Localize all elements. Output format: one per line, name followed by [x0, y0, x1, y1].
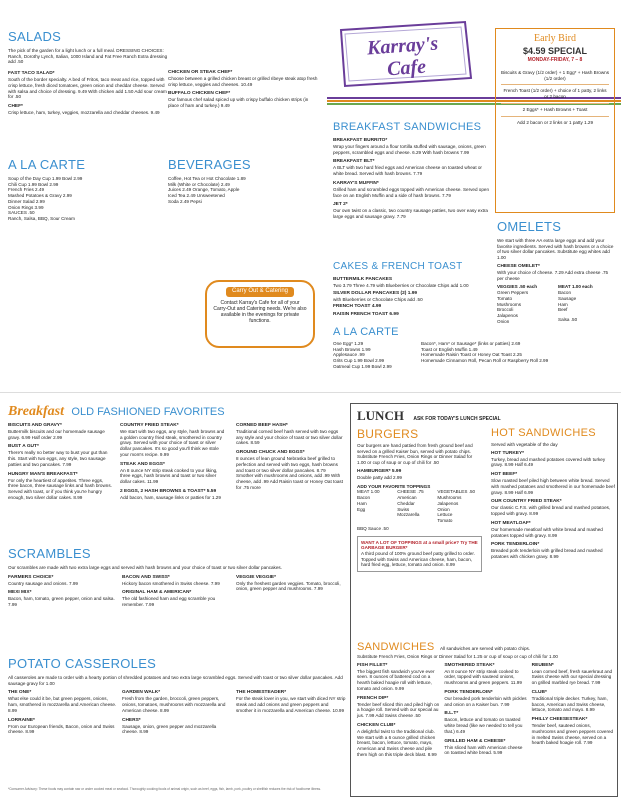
- item-name: STEAK AND EGGS*: [120, 461, 165, 467]
- menu-item: [8, 590, 118, 607]
- menu-item: [357, 723, 440, 758]
- carryout-text: Contact Karray's Cafe for all of your Carry-Out and Catering needs. We're also available in the evenings for private functions.: [213, 299, 307, 325]
- veggie: Tomato: [497, 295, 513, 301]
- item-name: FAST TACO SALAD*: [8, 71, 55, 77]
- item-name: THE ONE*: [8, 690, 32, 696]
- topping-head: VEGETABLES .50: [437, 489, 476, 495]
- salsa: Salsa .50: [558, 317, 578, 323]
- beverage-line: Soda 2.49 Pepsi: [168, 198, 202, 204]
- menu-item: [333, 291, 491, 303]
- potato-grid: [8, 690, 346, 739]
- early-bird-option: Add 2 bacon or 2 links or 1 patty 1.29: [516, 119, 594, 125]
- sandwiches-grid: [357, 663, 615, 762]
- double-patty: Double patty add 2.99: [357, 474, 402, 480]
- item-name: PHILLY CHEESESTEAK*: [531, 717, 588, 723]
- topping: Mozzarella: [397, 512, 420, 518]
- menu-item: [236, 450, 344, 490]
- item-desc: Our breaded pork tenderloin with pickles and onion on a Kaiser bun. 7.99: [444, 695, 527, 707]
- alacarte-mid-section: [333, 327, 618, 370]
- meat: Sausage: [558, 295, 577, 301]
- alacarte-mid-columns: [333, 341, 618, 370]
- sandwiches-sub: Substitute French Fries, Onion Rings or Dinner Salad for 1.25 or cup of soup or cup of chili for 1.00: [357, 654, 558, 659]
- item-name: CHICKEN OR STEAK CHEF*: [168, 70, 233, 75]
- item-name: THE HOMESTEADER*: [236, 690, 287, 696]
- menu-item: [444, 739, 527, 756]
- topping-head: MEAT 1.00: [357, 489, 380, 495]
- omelet-options: [497, 284, 615, 324]
- menu-item: [122, 590, 232, 607]
- salads-section-right: [168, 70, 318, 113]
- item-desc: With your choice of cheese. 7.29 Add extra cheese .75 per cheese: [497, 269, 609, 281]
- item-name: BUTTERMILK PANCAKES: [333, 277, 393, 282]
- item-desc: Bacon, lettuce and tomato on toasted white bread (like we needed to tell you that.) 6.49: [444, 717, 523, 734]
- alacarte-line: Hash Browns 1.99: [333, 346, 371, 352]
- item-desc: From our European friends, Bacon, onion and Swiss cheese. 8.99: [8, 723, 115, 735]
- item-name: B.L.T*: [444, 711, 459, 717]
- item-desc: Our homemade meatloaf with white bread and mashed potatoes topped with gravy. 8.99: [491, 526, 603, 538]
- early-bird-option: 2 Eggs* + Hash Browns + Toast: [501, 104, 609, 117]
- item-name: COUNTRY FRIED STEAK*: [120, 423, 179, 428]
- menu-item: [491, 499, 615, 516]
- item-desc: South of the border specialty. A bed of Fritos, taco meat and rice, topped with crisp lettuce, fresh diced tomatoes, green onion and cheddar cheese. Served with salsa and choice of dressing. 9.49 With chicken add 1.50 Add sour cream for .50: [8, 77, 167, 100]
- menu-item: [444, 690, 527, 707]
- item-name: ORIGINAL HAM & AMERICAN*: [122, 590, 192, 596]
- beverages-title: BEVERAGES: [168, 157, 251, 172]
- breakfast-sandwiches-section: [333, 122, 491, 224]
- toppings-veg: [437, 489, 482, 523]
- alacarte-line: Oatmeal Cup 1.99 Bowl 2.99: [333, 363, 392, 369]
- scrambles-col: [236, 575, 346, 612]
- sandwich-col: [532, 663, 615, 762]
- item-name: REUBEN*: [531, 662, 554, 668]
- veggie: Mushrooms: [497, 301, 521, 307]
- early-bird-title: Early Bird: [534, 33, 576, 44]
- item-desc: Grilled ham and scrambled eggs topped with American cheese. Served open face on an English Muffin and a side of hash browns. 7.79: [333, 186, 490, 198]
- item-desc: Tender beef, sauteed onions, mushrooms and green peppers covered in melted Swiss cheese, served on a hearth baked hoagie roll. 7.99: [531, 723, 614, 746]
- item-name: CHICKEN CLUB*: [357, 722, 396, 728]
- menu-item: [120, 462, 228, 485]
- early-bird-option: French Toast (1/2 order) + choice of 1 patty, 2 links or 2 bacon: [501, 85, 609, 103]
- item-name: BACON AND SWISS*: [122, 574, 170, 580]
- omelets-title: OMELETS: [497, 219, 562, 234]
- alacarte-line: Chili Cup 1.99 Bowl 2.99: [8, 181, 59, 187]
- menu-item: [333, 202, 491, 219]
- menu-item: [333, 138, 491, 155]
- menu-item: [8, 423, 113, 440]
- menu-item: [8, 690, 118, 713]
- item-name: BREAKFAST BURRITO*: [333, 138, 388, 143]
- beverage-line: Iced Tea 2.49 Unsweetened: [168, 193, 225, 199]
- garbage-burger-box: [357, 536, 482, 573]
- menu-item: [8, 444, 113, 467]
- item-name: HOT BEEF*: [491, 472, 518, 478]
- old-fav-col3: [236, 423, 344, 495]
- item-name: BISCUITS AND GRAVY*: [8, 423, 62, 428]
- item-desc: For the steak lover in you, we start with diced NY strip steak and add onions and green peppers and smother it in mozzarella and American cheese. 10.99: [236, 696, 346, 713]
- veggie-head: VEGGIES .50 each: [497, 284, 538, 290]
- meat: Beef: [558, 307, 568, 313]
- item-desc: Turkey, bread and mashed potatoes covered with turkey gravy. 8.99 Half 6.49: [491, 456, 606, 468]
- consumer-advisory: *Consumer Advisory: These foods may contain raw or under cooked meat or seafood. Thoroughly cooking foods of animal origin, such as beef, eggs, fish, lamb, pork, poultry or shellfish reduces the risk of foodborne illness.: [8, 787, 321, 791]
- bbq-sauce: BBQ Sauce .50: [357, 525, 389, 531]
- alacarte-mid-right: [421, 341, 611, 370]
- menu-item: [444, 663, 527, 686]
- item-desc: A delightful twist to the traditional club. We start with a 6 ounce grilled chicken breast, bacon, lettuce, tomato, mayo, American and Swiss cheese and pile them high on this triple deck blast. 8.99: [357, 728, 437, 757]
- item-name: FISH FILLET*: [357, 662, 388, 668]
- alacarte-mid-left: [333, 341, 413, 370]
- veggie: Jalapenos: [497, 313, 518, 319]
- menu-item: [444, 711, 527, 734]
- item-name: VEGGIE VEGGIE*: [236, 574, 276, 580]
- item-name: PORK TENDERLOIN*: [491, 542, 540, 548]
- scrambles-intro: Our scrambles are made with two extra large eggs and served with hash browns and your choice of toast or two silver dollar pancakes.: [8, 565, 282, 570]
- item-name: SILVER DOLLAR PANCAKES (2) 1.99: [333, 290, 418, 296]
- item-name: FRENCH DIP*: [357, 695, 389, 701]
- item-desc: Add bacon, ham, sausage links or patties for 1.29: [120, 494, 221, 500]
- alacarte-top-section: [8, 158, 158, 222]
- toppings-head: ADD YOUR FAVORITE TOPPINGS: [357, 483, 431, 489]
- item-desc: For only the heartiest of appetites. Three eggs, three bacon, three sausage links and hash browns. Served with toast, or if you think you're hungry enough, two silver dollar cakes. 8.99: [8, 477, 112, 500]
- item-desc: Slow roasted beef piled high between white bread. Served with mashed potatoes and smothered in our homemade beef gravy. 8.99 Half 6.99: [491, 478, 615, 495]
- alacarte-line: Homemade Cinnamon Roll, Pecan Roll or Raspberry Roll 2.99: [421, 358, 549, 364]
- scrambles-section: [8, 547, 346, 612]
- topping: Cheddar: [397, 500, 415, 506]
- alacarte-line: Homemade Raisin Toast or Honey Oat Toast 2.25: [421, 352, 522, 358]
- menu-item: [357, 663, 440, 692]
- menu-item: [532, 663, 615, 686]
- item-name: PORK TENDERLOIN*: [444, 689, 493, 695]
- item-name: HOT TURKEY*: [491, 450, 525, 456]
- garbage-burger-title: WANT A LOT OF TOPPINGS at a small price? Try THE GARBAGE BURGER*: [361, 539, 478, 551]
- cakes-section: [333, 262, 491, 318]
- menu-page-top: [0, 0, 621, 393]
- item-name: CHEESE OMELET*: [497, 263, 540, 269]
- menu-item: [532, 690, 615, 713]
- item-desc: The biggest fish sandwich you've ever seen. 8 ounces of battered cod on a hearth baked hoagie roll with lettuce, tomato and onion. 9.99: [357, 668, 435, 691]
- sandwiches-note: All sandwiches are served with potato chips.: [439, 646, 531, 651]
- menu-item: [122, 718, 232, 735]
- item-desc: Two 3.79 Three 4.79 with Blueberries or Chocolate Chips add 1.00: [333, 282, 469, 288]
- cakes-title: CAKES & FRENCH TOAST: [333, 261, 463, 272]
- item-desc: Our classic C.F.S. with grilled bread and mashed potatoes, topped with gravy. 8.99: [491, 505, 611, 517]
- meat: Ham: [558, 301, 568, 307]
- item-name: MEXI MIX*: [8, 590, 32, 596]
- potato-section: [8, 657, 346, 739]
- item-desc: The old fashioned ham and egg scramble you remember. 7.99: [122, 596, 216, 608]
- menu-item: [8, 575, 118, 587]
- alacarte-line: Soup of the Day Cup 1.99 Bowl 2.99: [8, 176, 83, 181]
- topping: Lettuce: [437, 512, 453, 518]
- menu-item: [491, 521, 615, 538]
- toppings-cheese: [397, 489, 434, 523]
- item-name: KARRAY'S MUFFIN*: [333, 180, 379, 186]
- sandwiches-section: [357, 642, 615, 762]
- alacarte-line: Applesauce .99: [333, 352, 365, 358]
- burgers-section: [357, 428, 482, 576]
- item-name: JET 2*: [333, 202, 348, 208]
- potato-title: POTATO CASSEROLES: [8, 656, 157, 671]
- hot-sandwiches-title: HOT SANDWICHES: [491, 427, 596, 439]
- item-desc: Bacon, ham, tomato, green pepper, onion and salsa. 7.99: [8, 596, 115, 608]
- menu-item: [8, 718, 118, 735]
- omelets-section: [497, 220, 615, 325]
- breakfast-script-title: Breakfast: [8, 404, 64, 419]
- menu-item: [491, 451, 615, 468]
- potato-col: [8, 690, 118, 739]
- early-bird-option: Biscuits & Gravy (1/2 order) + 1 Egg* + Hash Browns (1/2 order): [501, 67, 609, 85]
- item-desc: Crisp lettuce, ham, turkey, veggies, mozzarella and cheddar cheeses. 9.49: [8, 110, 160, 116]
- early-bird-box: [495, 28, 615, 213]
- item-name: FRENCH TOAST 4.99: [333, 304, 382, 310]
- hamburger-item: HAMBURGER* 5.99: [357, 468, 402, 474]
- menu-item: [120, 489, 228, 501]
- salads-section: [8, 30, 168, 120]
- item-desc: An 8 ounce NY strip steak cooked to order, topped with sauteed onions, mushrooms and green peppers. 11.99: [444, 668, 522, 686]
- item-desc: Lean corned beef, fresh sauerkraut and Swiss cheese with our special dressing on grilled marbled rye bread. 7.99: [531, 668, 613, 686]
- menu-item: [122, 690, 232, 713]
- item-desc: Tender beef sliced thin and piled high on a hoagie roll. Served with our special au jus. 7.99 Add Swiss cheese .50: [357, 701, 440, 719]
- toppings-grid: [357, 489, 482, 523]
- item-name: LORRAINE*: [8, 717, 35, 723]
- menu-item: [8, 71, 168, 100]
- item-name: BUST A GUT*: [8, 444, 39, 450]
- omelets-intro: We start with three AA extra large eggs and add your favorite ingredients. Served with hash browns or a choice of two silver dollar pancakes. Substitute egg whites add 1.00: [497, 238, 614, 261]
- topping: American: [397, 495, 417, 501]
- topping: Egg: [357, 506, 366, 512]
- item-desc: Our own twist on a classic, two country sausage patties, two over easy extra large eggs and sausage gravy. 7.79: [333, 208, 488, 220]
- veggie: Broccoli: [497, 307, 514, 313]
- carryout-title: Carry Out & Catering: [226, 287, 294, 297]
- menu-item: [236, 690, 346, 713]
- item-desc: Choose between a grilled chicken breast or grilled ribeye steak atop fresh crisp lettuce, veggies and cheeses. 10.49: [168, 75, 318, 87]
- item-desc: There's really no better way to bust your gut than this. Start with two eggs, any style, two sausage patties and two pancakes. 7.99: [8, 450, 108, 467]
- menu-item: [333, 277, 491, 289]
- meat-head: MEAT 1.00 each: [558, 284, 593, 290]
- scrambles-grid: [8, 575, 346, 612]
- beverage-line: Coffee, Hot Tea or Hot Chocolate 1.89: [168, 176, 246, 181]
- item-desc: Wrap your fingers around a flour tortilla stuffed with sausage, onions, green peppers, scrambled eggs and cheese. 6.29 With hash browns 7.99: [333, 143, 486, 155]
- menu-item: [120, 423, 228, 458]
- menu-item: [333, 181, 491, 198]
- old-fashioned-title: OLD FASHIONED FAVORITES: [71, 406, 225, 418]
- topping: Jalapenos: [437, 500, 459, 506]
- item-name: GRILLED HAM & CHEESE*: [444, 738, 506, 744]
- veggie-list: [497, 284, 554, 324]
- menu-item: [8, 104, 168, 116]
- topping: Onion: [437, 506, 450, 512]
- menu-item: [236, 423, 344, 446]
- carryout-badge: [205, 280, 315, 348]
- lunch-special: ASK FOR TODAY'S LUNCH SPECIAL: [413, 416, 501, 422]
- alacarte-mid-title: A LA CARTE: [333, 326, 399, 338]
- breakfast-header: [8, 403, 343, 421]
- alacarte-line: SAUCES .50: [8, 210, 35, 216]
- item-name: 2 EGGS, 2 HASH BROWNS & TOAST* 5.59: [120, 488, 217, 494]
- topping: Swiss: [397, 506, 410, 512]
- beverages-section: [168, 158, 318, 205]
- topping: Tomato: [437, 518, 453, 524]
- alacarte-title: A LA CARTE: [8, 157, 86, 172]
- item-desc: Thin sliced ham with American cheese on toasted white bread. 5.99: [444, 744, 523, 756]
- topping: Bacon: [357, 495, 371, 501]
- alacarte-line: Mashed Potatoes & Gravy 2.99: [8, 193, 72, 199]
- menu-item: [491, 542, 615, 559]
- menu-item: [532, 717, 615, 746]
- scrambles-title: SCRAMBLES: [8, 546, 91, 561]
- item-desc: with Blueberries or Chocolate Chips add .50: [333, 296, 423, 302]
- item-name: BUFFALO CHICKEN CHEF*: [168, 91, 231, 97]
- item-name: OUR COUNTRY FRIED STEAK*: [491, 499, 562, 505]
- item-name: FARMERS CHOICE*: [8, 574, 54, 580]
- item-desc: Buttermilk biscuits and our homemade sausage gravy. 6.99 Half order 2.99: [8, 428, 105, 440]
- menu-item: [168, 70, 318, 87]
- item-desc: We start with two eggs, any style, hash browns and a golden country fried steak, smothered in country gravy. Served with your choice of toast or silver dollar pancakes. It's so good you'll think we stole your mom's recipe. 9.99: [120, 428, 225, 457]
- item-desc: Sausage, onion, green pepper and mozzarella cheese. 8.99: [122, 723, 217, 735]
- item-name: CHEF*: [8, 104, 23, 110]
- scrambles-col: [8, 575, 118, 612]
- scrambles-col: [122, 575, 232, 612]
- item-desc: A BLT with two hard fried eggs and American cheese on toasted wheat or white bread. Served with hash browns. 7.79: [333, 165, 482, 177]
- veggie: Onion: [497, 318, 510, 324]
- item-name: BREAKFAST BLT*: [333, 159, 375, 165]
- sandwich-col: [444, 663, 527, 762]
- item-name: GARDEN WALK*: [122, 690, 161, 696]
- hot-sandwiches-section: [491, 428, 615, 564]
- item-desc: Traditional corned beef hash served with two eggs any style and your choice of toast or two silver dollar cakes. 8.59: [236, 428, 343, 446]
- item-name: HUNGRY MAN'S BREAKFAST*: [8, 471, 78, 477]
- alacarte-line: Onion Rings 3.99: [8, 204, 44, 210]
- item-name: CHERS*: [122, 717, 141, 723]
- logo-line1: Karray's: [366, 32, 439, 60]
- menu-item: [236, 575, 346, 592]
- breakfast-sandwiches-title: BREAKFAST SANDWICHES: [333, 121, 482, 133]
- lunch-title: LUNCH: [357, 408, 404, 423]
- burgers-title: BURGERS: [357, 427, 419, 441]
- item-desc: Hickory bacon smothered in Swiss cheese. 7.99: [122, 580, 220, 586]
- topping-head: CHEESE .75: [397, 489, 424, 495]
- item-name: CORNED BEEF HASH*: [236, 423, 288, 428]
- item-name: RAISIN FRENCH TOAST 6.99: [333, 312, 399, 318]
- meat-list: [558, 284, 615, 324]
- lunch-header: [357, 408, 613, 424]
- early-bird-days: MONDAY-FRIDAY, 7 – 8: [527, 56, 583, 63]
- hot-intro: Served with vegetable of the day: [491, 442, 558, 447]
- beverage-line: Juices 2.49 Orange, Tomato, Apple: [168, 187, 240, 193]
- item-desc: Country sausage and onions. 7.99: [8, 580, 78, 586]
- item-desc: What else could it be, but green peppers, onions, ham, smothered in mozzarella and American cheese. 8.99: [8, 696, 117, 713]
- item-name: CLUB*: [531, 689, 547, 695]
- meat: Bacon: [558, 290, 572, 296]
- sandwich-col: [357, 663, 440, 762]
- salads-intro: The pick of the garden for a light lunch or a full meal. DRESSING CHOICES: Ranch, Dorothy Lynch, Italian, 1000 Island and Fat Free Ranch Extra dressing add .50: [8, 48, 168, 65]
- item-desc: Only the freshest garden veggies. Tomato, broccoli, onion, green pepper and mushrooms. 7.99: [236, 580, 341, 592]
- potato-col: [236, 690, 346, 739]
- garbage-burger-desc: A third pound of 100% ground beef patty grilled to order. Topped with Swiss and American cheese, ham, bacon, hard fried egg, lettuce, tomato and onion. 8.99: [361, 551, 475, 568]
- menu-item: [8, 472, 113, 501]
- topping: Ham: [357, 500, 367, 506]
- lunch-box: [350, 403, 618, 797]
- logo-line2: Cafe: [386, 55, 427, 81]
- salads-title: SALADS: [8, 29, 62, 44]
- item-name: SMOTHERED STEAK*: [444, 662, 495, 668]
- menu-page-bottom: [0, 397, 621, 800]
- alacarte-line: French Fries 2.49: [8, 187, 44, 193]
- beverage-line: Milk (White or Chocolate) 2.49: [168, 181, 230, 187]
- menu-item: [122, 575, 232, 587]
- old-fav-col2: [120, 423, 228, 505]
- alacarte-line: Grits Cup 1.99 Bowl 2.99: [333, 358, 385, 364]
- item-desc: Traditional triple decker. Turkey, ham, bacon, American and Swiss cheese, lettuce, tomato and mayo. 8.99: [531, 695, 608, 713]
- menu-item: [168, 91, 318, 108]
- alacarte-line: Dinner Salad 2.99: [8, 198, 45, 204]
- menu-item: [357, 696, 440, 719]
- potato-intro: All casseroles are made to order with a hearty portion of shredded potatoes and two extra large scrambled eggs. Served with toast or two silver dollar pancakes. Add sausage gravy for 1.00: [8, 675, 343, 686]
- sandwiches-title: SANDWICHES: [357, 641, 435, 653]
- item-name: HOT MEATLOAF*: [491, 520, 531, 526]
- alacarte-line: Toast or English Muffin 1.49: [421, 346, 478, 352]
- item-desc: Our famous chef salad spiced up with crispy buffalo chicken strips (in place of ham and turkey.) 9.49: [168, 97, 309, 109]
- item-desc: 8 ounces of lean ground Nebraska beef grilled to perfection and served with two eggs, hash browns and toast or two silver dollar pancakes. 8.79 Smother with mushrooms and onions, add .99 With cheese, add .99 Add Raisin toast or Honey Oat toast for .75 more: [236, 456, 343, 490]
- alacarte-line: Bacon*, Ham* or Sausage* (links or patties) 2.69: [421, 341, 521, 346]
- menu-item: [333, 159, 491, 176]
- topping: Mushrooms: [437, 495, 462, 501]
- item-name: GROUND CHUCK AND EGGS*: [236, 450, 305, 456]
- early-bird-price: $4.59 SPECIAL: [522, 45, 588, 56]
- menu-item: [491, 472, 615, 495]
- potato-col: [122, 690, 232, 739]
- alacarte-line: Ranch, Salsa, BBQ, Sour Cream: [8, 216, 75, 222]
- old-fav-col1: [8, 423, 113, 505]
- item-desc: Fresh from the garden, broccoli, green peppers, onions, tomatoes, mushrooms with mozzarella and American cheese. 8.99: [122, 696, 226, 713]
- burgers-intro: Our burgers are hand pattied from fresh ground beef and served on a grilled Kaiser bun, served with potato chips. Substitute French Fries, Onion Rings or Dinner Salad for 1.00 or cup of soup or cup of chili for .50: [357, 443, 473, 466]
- item-desc: An 8 ounce NY strip steak cooked to your liking, three eggs, hash browns and toast or two silver dollar cakes. 11.99: [120, 467, 218, 485]
- karrays-cafe-logo: [335, 20, 475, 92]
- alacarte-line: One Egg* 1.29: [333, 341, 364, 346]
- veggie: Green Peppers: [497, 290, 529, 296]
- toppings-meat: [357, 489, 394, 523]
- item-desc: Breaded pork tenderloin with grilled bread and mashed potatoes with chicken gravy. 8.99: [491, 548, 603, 559]
